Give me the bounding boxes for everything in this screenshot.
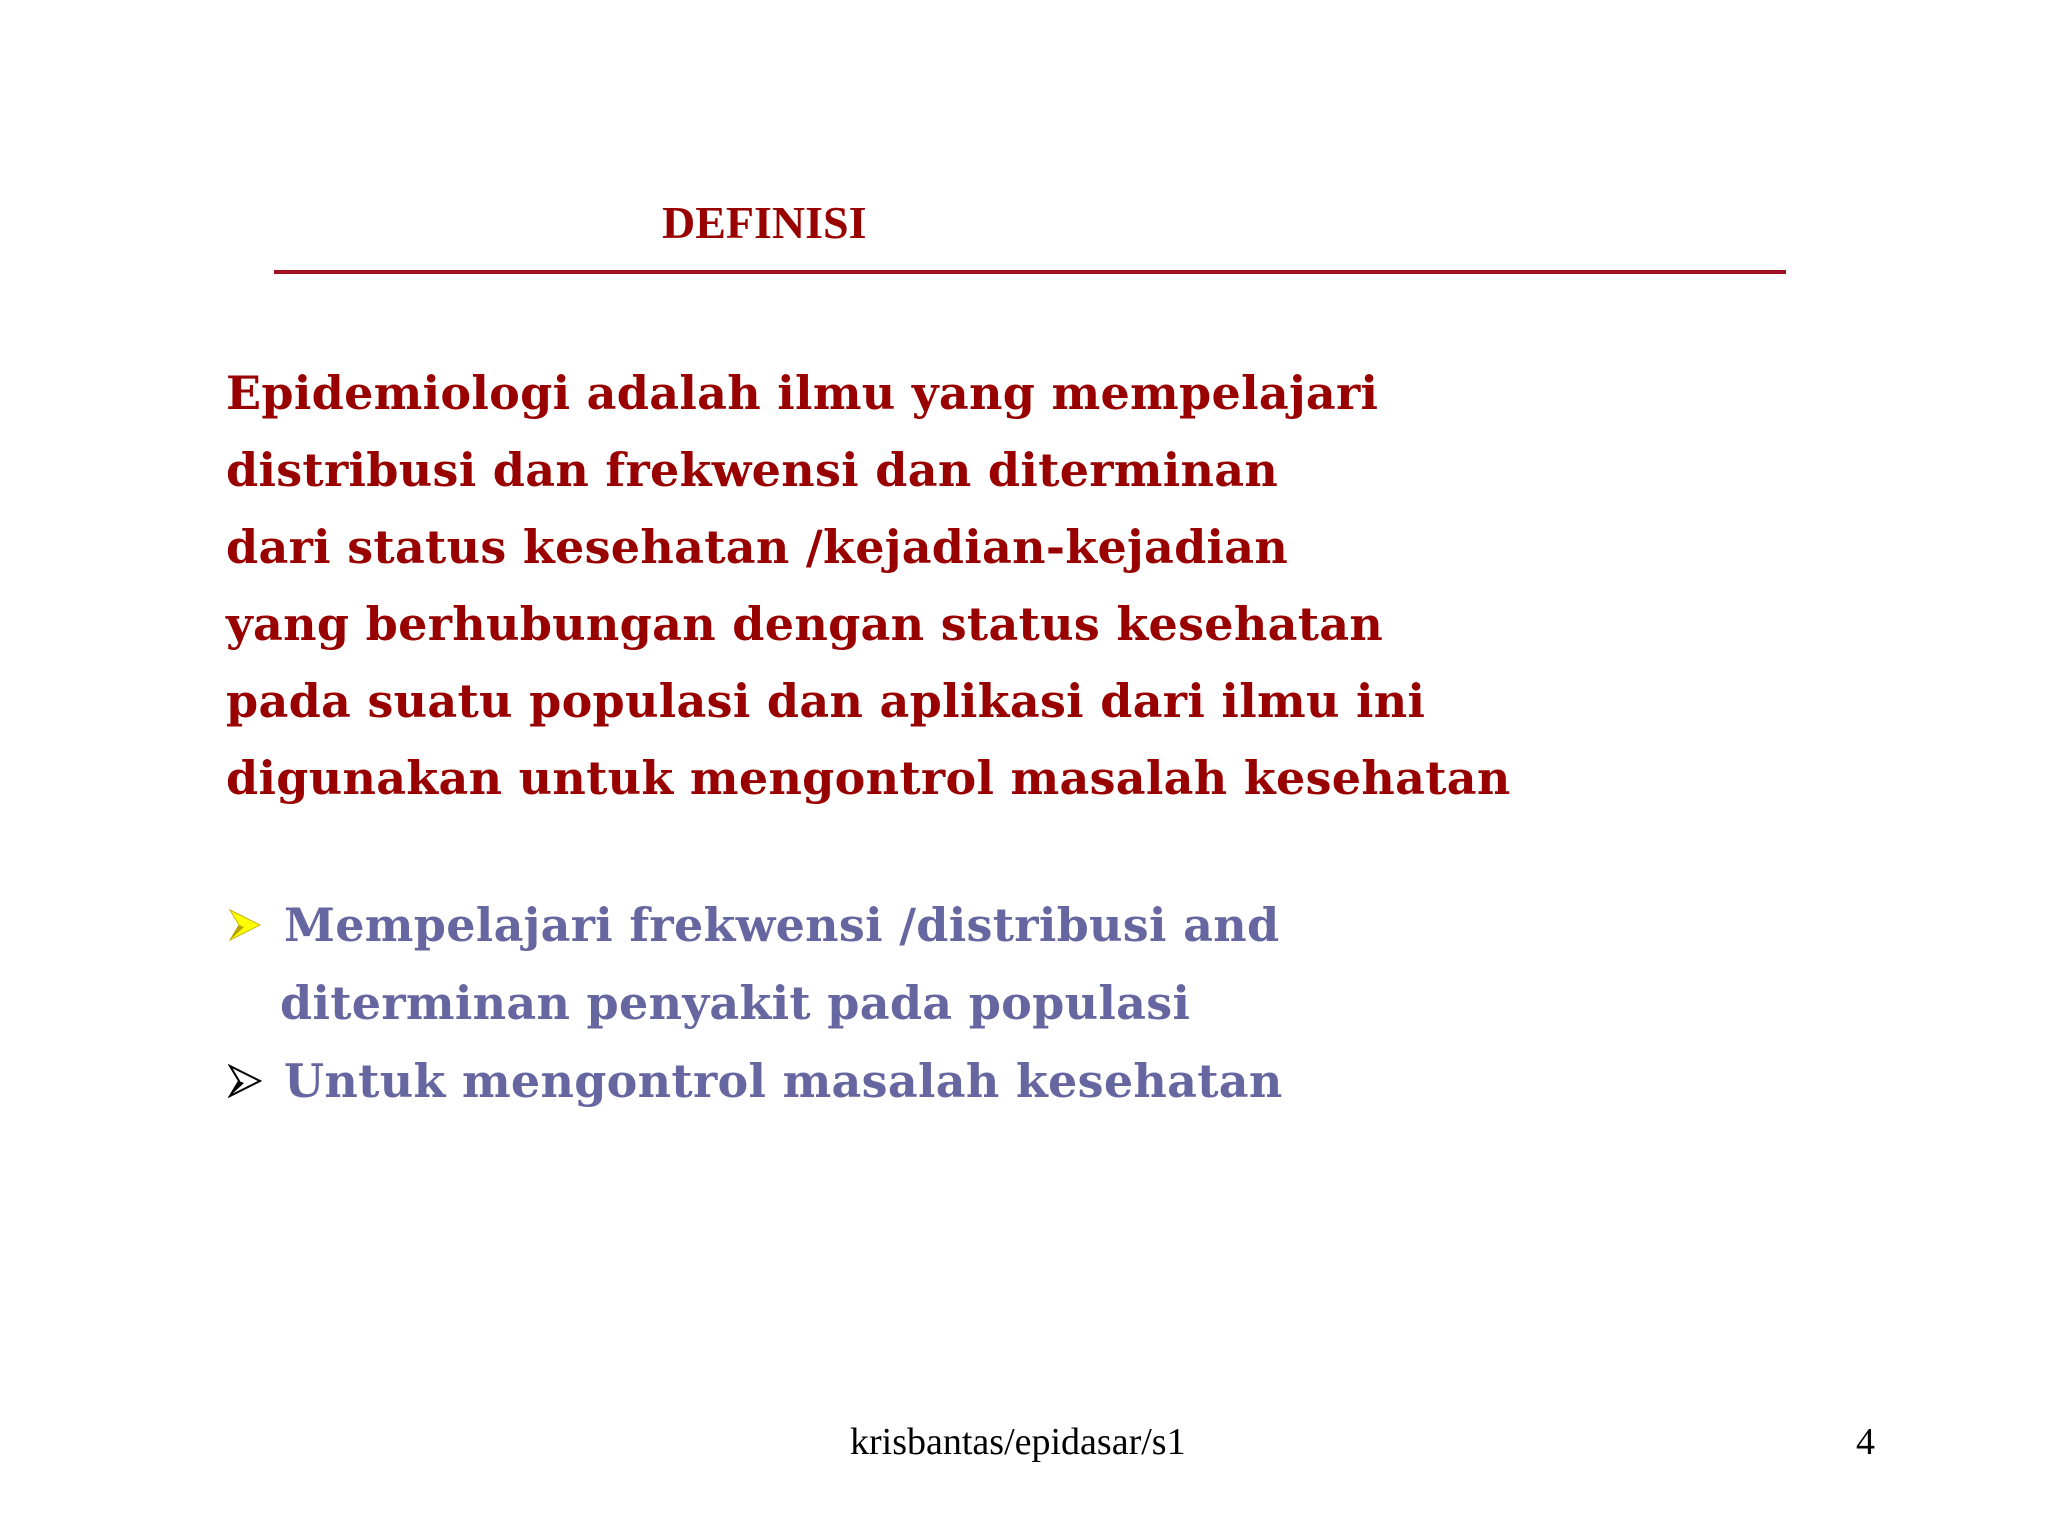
- bullet-text: diterminan penyakit pada populasi: [280, 976, 1191, 1030]
- page-number: 4: [1856, 1421, 1875, 1463]
- slide-title: DEFINISI: [662, 197, 867, 248]
- bullet-list: [226, 886, 1826, 1120]
- definition-line: digunakan untuk mengontrol masalah kesehatan: [226, 751, 1511, 805]
- definition-line: dari status kesehatan /kejadian-kejadian: [226, 520, 1289, 574]
- bullet-text: Untuk mengontrol masalah kesehatan: [284, 1054, 1283, 1108]
- definition-line: distribusi dan frekwensi dan diterminan: [226, 443, 1279, 497]
- definition-line: pada suatu populasi dan aplikasi dari ilmu ini: [226, 674, 1426, 728]
- bullet-text: Mempelajari frekwensi /distribusi and: [284, 898, 1280, 952]
- definition-line: yang berhubungan dengan status kesehatan: [226, 597, 1384, 651]
- bullet-item: [226, 1042, 1826, 1120]
- slide-footer: krisbantas/epidasar/s1: [850, 1421, 1186, 1463]
- definition-paragraph: [226, 355, 1826, 817]
- black-arrow-bullet-icon: [228, 1064, 262, 1098]
- yellow-arrow-bullet-icon: [228, 908, 262, 942]
- definition-line: Epidemiologi adalah ilmu yang mempelajari: [226, 366, 1379, 420]
- title-underline: [274, 270, 1786, 274]
- bullet-item: [226, 886, 1826, 1042]
